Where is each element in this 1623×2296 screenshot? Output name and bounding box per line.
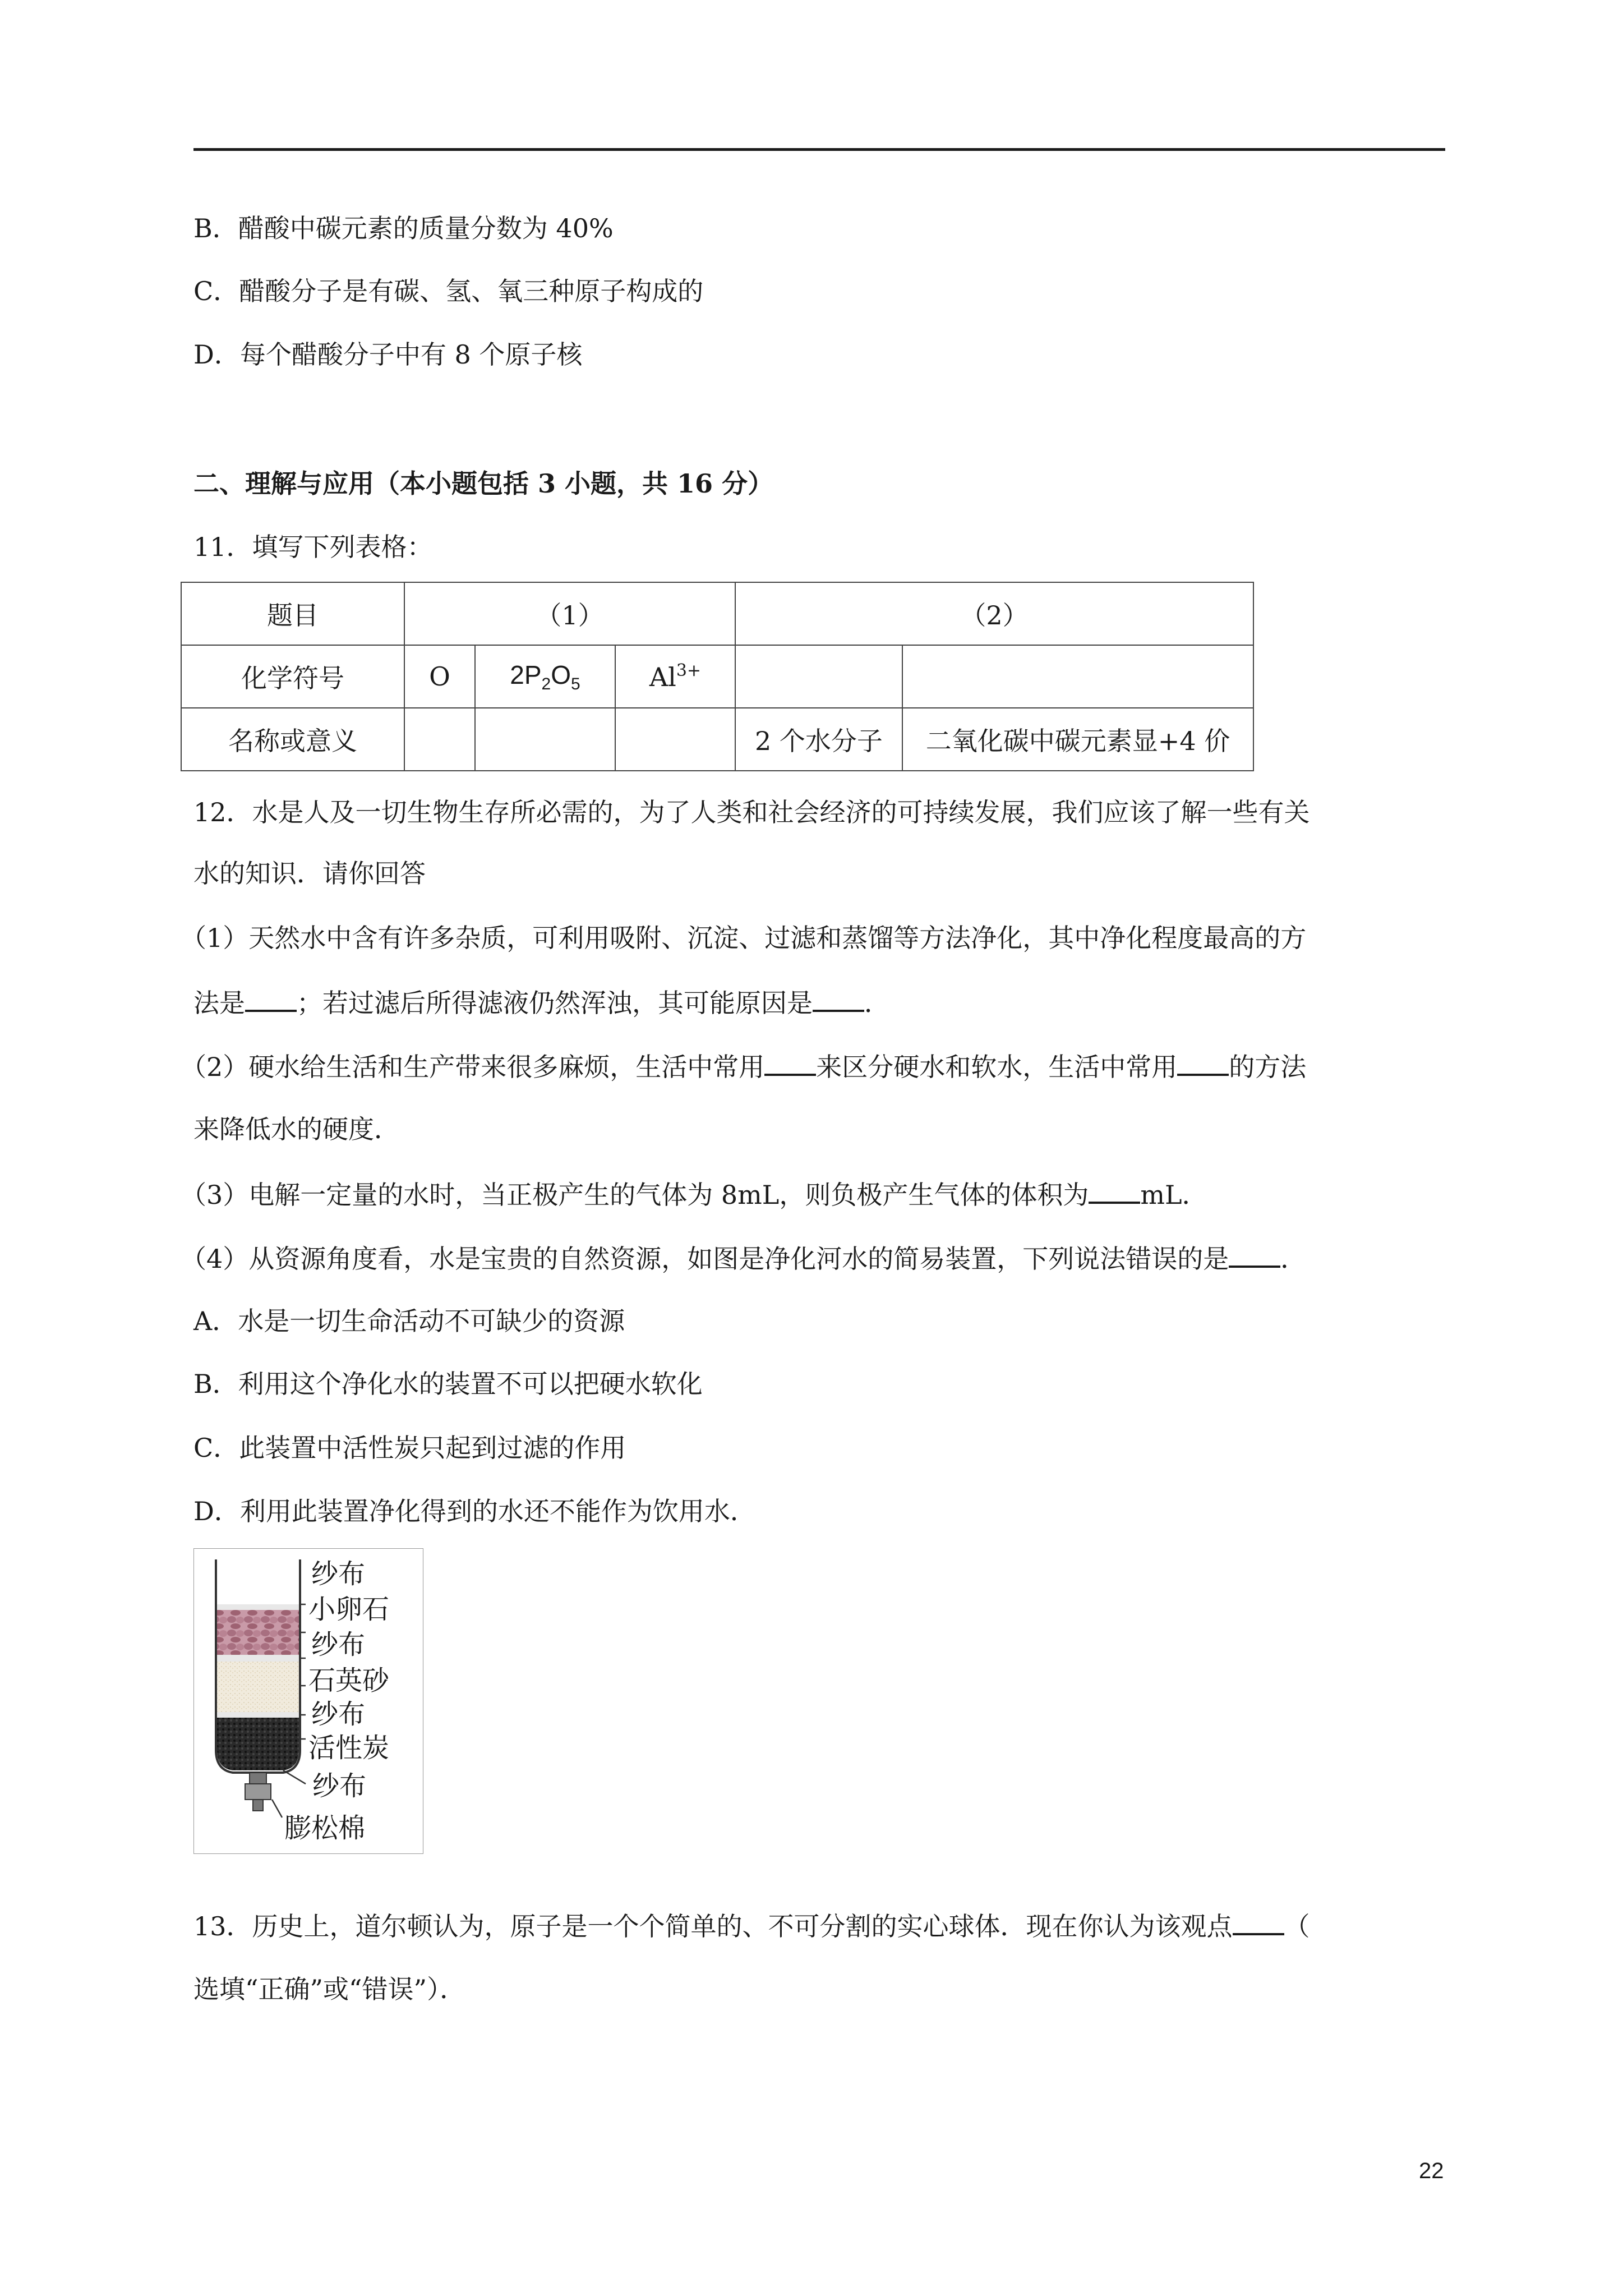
page-number: 22 — [1419, 2159, 1444, 2183]
cell-meaning-2: 二氧化碳中碳元素显+4 价 — [902, 708, 1253, 771]
label-gauze-1: 纱布 — [311, 1558, 366, 1590]
p2o5-sub2: 5 — [571, 674, 580, 693]
cell-empty-meaning-3 — [615, 708, 735, 771]
option-c: C．醋酸分子是有碳、氢、氧三种原子构成的 — [193, 276, 704, 306]
label-cotton: 膨松棉 — [284, 1812, 366, 1844]
q11-table — [181, 582, 1254, 771]
answer-blank[interactable] — [764, 1049, 816, 1076]
cell-empty-meaning-2 — [475, 708, 615, 771]
al-charge: 3+ — [676, 661, 702, 680]
gauze-layer-3 — [217, 1712, 299, 1718]
cell-header-label: 题目 — [181, 582, 404, 645]
q12-stem-1: 12．水是人及一切生物生存所必需的，为了人类和社会经济的可持续发展，我们应该了解一些有关 — [193, 797, 1310, 827]
answer-blank[interactable] — [813, 985, 864, 1012]
pebble-layer — [217, 1610, 299, 1655]
label-gauze-3: 纱布 — [311, 1699, 366, 1730]
q12-p4-text-1: （4）从资源角度看，水是宝贵的自然资源，如图是净化河水的简易装置，下列说法错误的是 — [181, 1244, 1229, 1274]
q12-p1-text-2: ；若过滤后所得滤液仍然浑浊，其可能原因是 — [297, 988, 813, 1018]
cell-o-symbol: O — [404, 645, 475, 708]
answer-blank[interactable] — [1177, 1049, 1229, 1076]
label-gauze-4: 纱布 — [312, 1770, 367, 1802]
label-activated-carbon: 活性炭 — [308, 1732, 390, 1764]
label-pebbles: 小卵石 — [308, 1594, 390, 1625]
option-b: B．醋酸中碳元素的质量分数为 40% — [193, 213, 614, 243]
q12-p3-text-2: mL． — [1140, 1180, 1208, 1210]
cell-empty-symbol-1 — [735, 645, 902, 708]
label-gauze-2: 纱布 — [311, 1629, 366, 1660]
q13-line-2: 选填“正确”或“错误”）． — [193, 1974, 466, 2004]
q12-option-b: B．利用这个净化水的装置不可以把硬水软化 — [193, 1369, 703, 1399]
water-purifier-figure — [193, 1548, 423, 1854]
answer-blank[interactable] — [1229, 1241, 1280, 1268]
q12-option-c: C．此装置中活性炭只起到过滤的作用 — [193, 1433, 626, 1463]
label-quartz-sand: 石英砂 — [308, 1665, 390, 1696]
q12-part2-a — [181, 1049, 1306, 1084]
al-base: Al — [649, 662, 676, 692]
q12-option-a: A．水是一切生命活动不可缺少的资源 — [193, 1306, 625, 1336]
outlet-tip — [253, 1800, 263, 1811]
section-heading: 二、理解与应用（本小题包括 3 小题，共 16 分） — [193, 468, 774, 499]
activated-carbon-layer — [217, 1718, 299, 1770]
q12-part4 — [181, 1241, 1306, 1276]
cell-al-ion — [615, 645, 735, 708]
gauze-layer-1 — [217, 1604, 299, 1610]
q12-part1-b — [193, 985, 890, 1020]
cell-col2-label: （2） — [735, 582, 1253, 645]
q13-text-2: （ — [1284, 1911, 1310, 1941]
q13-text-1: 13．历史上，道尔顿认为，原子是一个个简单的、不可分割的实心球体．现在你认为该观点 — [193, 1911, 1233, 1941]
header-rule — [193, 148, 1445, 151]
answer-blank[interactable] — [1089, 1177, 1140, 1204]
cell-empty-meaning-1 — [404, 708, 475, 771]
outlet-valve — [245, 1784, 271, 1800]
cell-empty-symbol-2 — [902, 645, 1253, 708]
q12-p1-text-1: 法是 — [193, 988, 245, 1018]
q12-p4-text-2: ． — [1280, 1244, 1307, 1274]
gauze-layer-2 — [217, 1655, 299, 1662]
q12-part1-a: （1）天然水中含有许多杂质，可利用吸附、沉淀、过滤和蒸馏等方法净化，其中净化程度最高的方 — [181, 923, 1307, 953]
quartz-sand-layer — [217, 1662, 299, 1712]
p2o5-mid: O — [551, 660, 571, 689]
q12-p2-text-3: 的方法 — [1229, 1052, 1307, 1082]
cell-col1-label: （1） — [404, 582, 735, 645]
q12-option-d: D．利用此装置净化得到的水还不能作为饮用水． — [193, 1496, 756, 1526]
q12-p2-text-2: 来区分硬水和软水，生活中常用 — [816, 1052, 1178, 1082]
q12-stem-2: 水的知识．请你回答 — [193, 858, 426, 889]
cell-p2o5 — [475, 645, 615, 708]
q12-p1-text-3: ． — [864, 988, 890, 1018]
cell-meaning-1: 2 个水分子 — [735, 708, 902, 771]
q12-part3 — [181, 1177, 1208, 1212]
q12-p2-text-1: （2）硬水给生活和生产带来很多麻烦，生活中常用 — [181, 1052, 765, 1082]
p2o5-coef: 2P — [510, 660, 542, 689]
q12-p3-text-1: （3）电解一定量的水时，当正极产生的气体为 8mL，则负极产生气体的体积为 — [181, 1180, 1089, 1210]
answer-blank[interactable] — [1233, 1908, 1284, 1935]
cell-row2-label: 名称或意义 — [181, 708, 404, 771]
q12-part2-b: 来降低水的硬度． — [193, 1114, 400, 1144]
p2o5-sub1: 2 — [541, 674, 551, 693]
answer-blank[interactable] — [245, 985, 297, 1012]
option-d: D．每个醋酸分子中有 8 个原子核 — [193, 339, 583, 370]
q13-line-1 — [193, 1908, 1310, 1943]
outlet-neck — [250, 1773, 266, 1784]
q11-stem: 11．填写下列表格： — [193, 532, 433, 562]
cell-row1-label: 化学符号 — [181, 645, 404, 708]
